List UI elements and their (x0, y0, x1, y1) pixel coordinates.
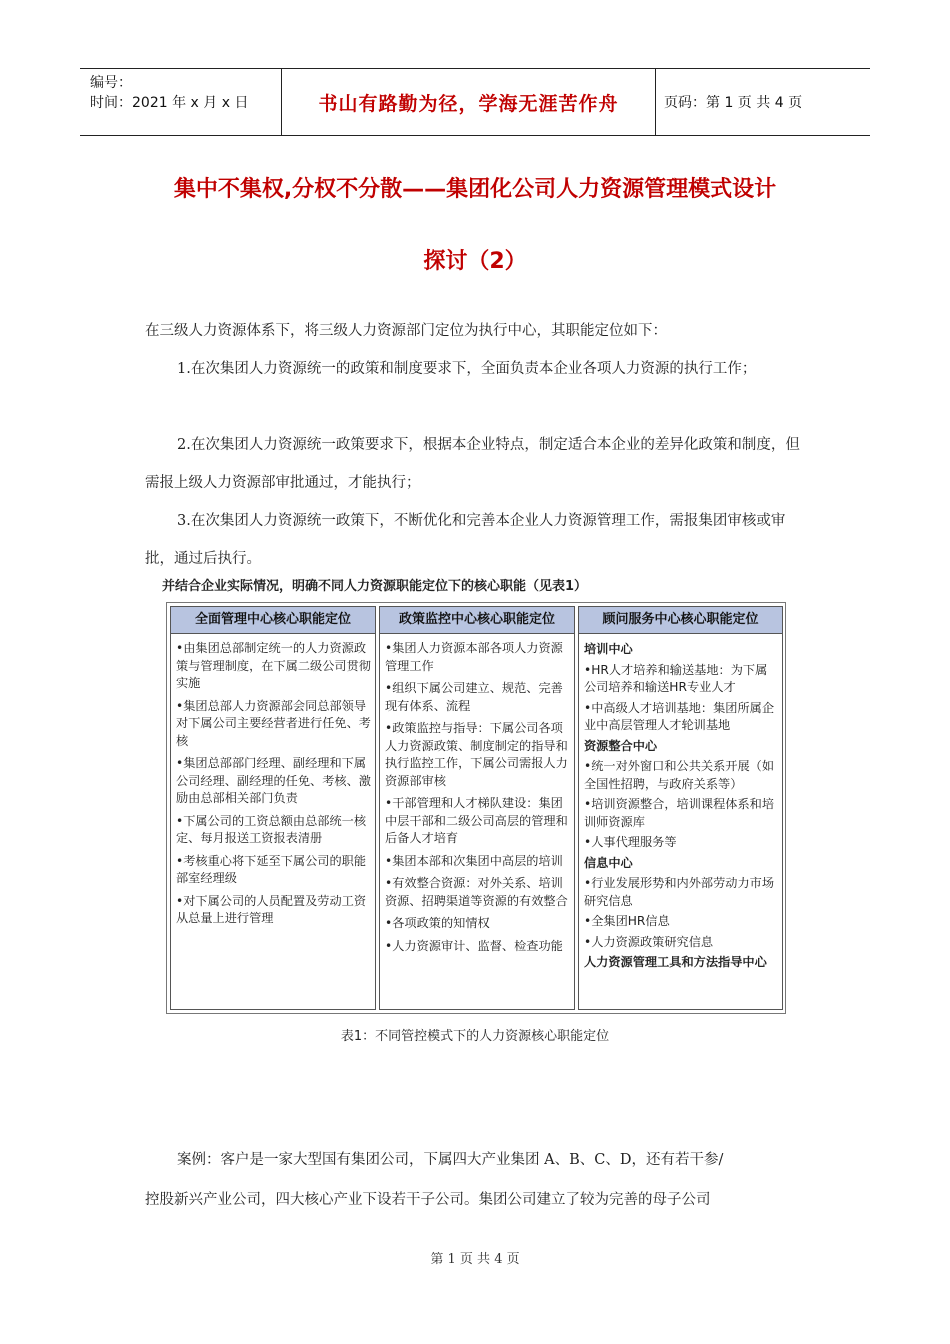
list-item: •由集团总部制定统一的人力资源政策与管理制度，在下属二级公司贯彻实施 (176, 641, 371, 690)
document-title-line1: 集中不集权,分权不分散——集团化公司人力资源管理模式设计 (173, 177, 777, 202)
section-title-resource: 资源整合中心 (584, 738, 658, 753)
hr-function-table-figure (166, 602, 786, 1014)
header-page-label: 页码：第 1 页 共 4 页 (664, 95, 803, 111)
list-item: •考核重心将下延至下属公司的职能部室经理级 (176, 853, 367, 885)
number-label: 编号： (90, 75, 132, 91)
section-title-training: 培训中心 (584, 642, 633, 656)
time-label: 时间：2021 年 x 月 x 日 (90, 95, 249, 111)
column-body (380, 634, 574, 955)
column-full-management (170, 606, 376, 1010)
list-item: •有效整合资源：对外关系、培训资源、招聘渠道等资源的有效整合 (385, 876, 568, 908)
document-title-line2: 探讨（2） (423, 249, 527, 274)
list-item: •HR人才培养和输送基地：为下属公司培养和输送HR专业人才 (584, 662, 768, 694)
list-item: •对下属公司的人员配置及劳动工资从总量上进行管理 (176, 893, 367, 925)
section-title-tools: 人力资源管理工具和方法指导中心 (584, 955, 767, 969)
figure-top-caption: 并结合企业实际情况，明确不同人力资源职能定位下的核心职能（见表1） (162, 579, 588, 594)
list-item: •培训资源整合，培训课程体系和培训师资源库 (584, 797, 775, 829)
column-policy-monitoring (379, 606, 575, 1010)
intro-paragraph: 在三级人力资源体系下，将三级人力资源部门定位为执行中心，其职能定位如下： (145, 323, 667, 339)
column-body (579, 634, 782, 972)
paragraph-2: 2.在次集团人力资源统一政策要求下，根据本企业特点，制定适合本企业的差异化政策和制度，但需报上级人力资源部审批通过，才能执行； (145, 437, 800, 491)
list-item: •行业发展形势和内外部劳动力市场研究信息 (584, 876, 775, 908)
page-footer: 第 1 页 共 4 页 (430, 1252, 520, 1267)
column-header: 全面管理中心核心职能定位 (171, 607, 375, 634)
header-motto: 书山有路勤为径，学海无涯苦作舟 (282, 69, 656, 135)
list-item: •干部管理和人才梯队建设：集团中层干部和二级公司高层的管理和后备人才培育 (385, 796, 568, 845)
paragraph-1: 1.在次集团人力资源统一的政策和制度要求下，全面负责本企业各项人力资源的执行工作； (177, 361, 757, 377)
list-item: •政策监控与指导：下属公司各项人力资源政策、制度制定的指导和执行监控工作，下属公司需报人力资源部审核 (385, 721, 568, 788)
figure-bottom-caption: 表1：不同管控模式下的人力资源核心职能定位 (340, 1029, 610, 1044)
list-item: •人力资源审计、监督、检查功能 (385, 938, 563, 953)
column-advisory-service (578, 606, 783, 1010)
list-item: •集团总部部门经理、副经理和下属公司经理、副经理的任免、考核、激励由总部相关部门负责 (176, 756, 371, 805)
list-item: •组织下属公司建立、规范、完善现有体系、流程 (385, 681, 563, 713)
section-title-information: 信息中心 (584, 855, 633, 870)
document-header (80, 68, 870, 136)
list-item: •全集团HR信息 (584, 914, 670, 928)
case-line-2: 控股新兴产业公司，四大核心产业下设若干子公司。集团公司建立了较为完善的母子公司 (145, 1192, 711, 1208)
list-item: •中高级人才培训基地：集团所属企业中高层管理人才轮训基地 (584, 700, 775, 732)
column-header: 顾问服务中心核心职能定位 (579, 607, 782, 634)
column-body (171, 634, 375, 928)
list-item: •集团总部人力资源部会同总部领导对下属公司主要经营者进行任免、考核 (176, 698, 371, 748)
list-item: •统一对外窗口和公共关系开展（如全国性招聘，与政府关系等） (584, 759, 775, 791)
list-item: •人事代理服务等 (584, 835, 677, 849)
case-line-1: 案例：客户是一家大型国有集团公司，下属四大产业集团 A、B、C、D，还有若干参/ (177, 1152, 724, 1168)
header-meta (80, 69, 282, 135)
list-item: •人力资源政策研究信息 (584, 934, 714, 949)
list-item: •各项政策的知情权 (385, 916, 490, 930)
paragraph-3: 3.在次集团人力资源统一政策下，不断优化和完善本企业人力资源管理工作，需报集团审核或审批，通过后执行。 (145, 513, 786, 567)
list-item: •下属公司的工资总额由总部统一核定、每月报送工资报表清册 (176, 813, 367, 845)
list-item: •集团本部和次集团中高层的培训 (385, 853, 563, 868)
column-header: 政策监控中心核心职能定位 (380, 607, 574, 634)
list-item: •集团人力资源本部各项人力资源管理工作 (385, 641, 563, 673)
